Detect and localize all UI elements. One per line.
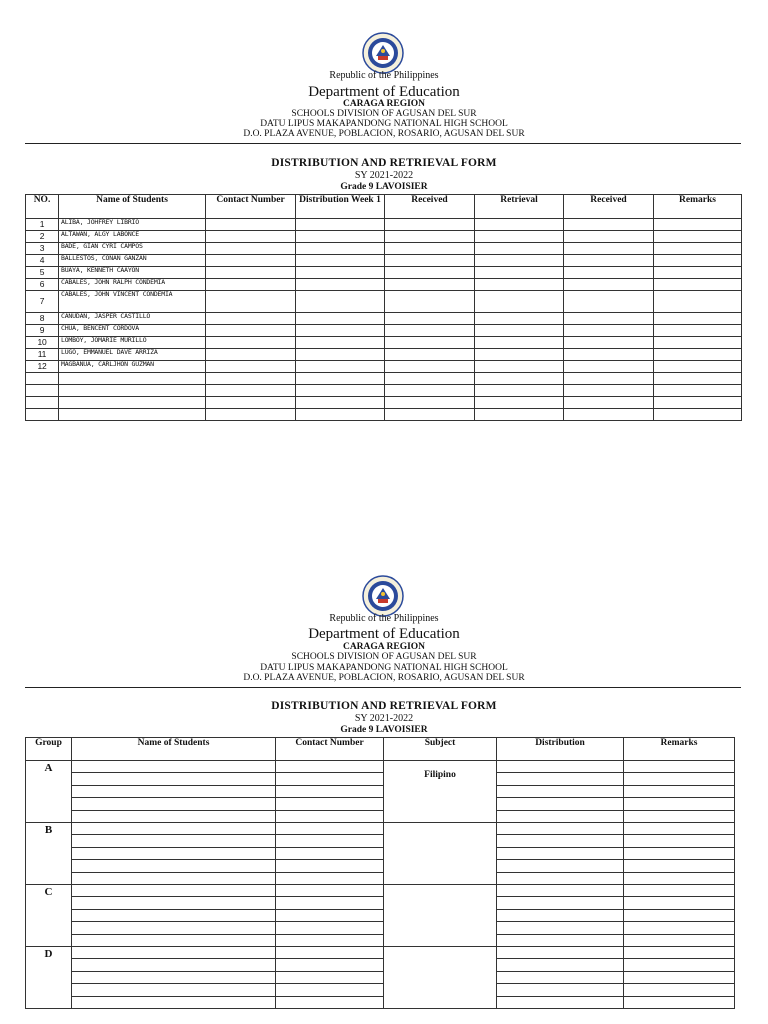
group-label: D xyxy=(26,947,72,1009)
retrieval-cell[interactable] xyxy=(475,279,564,291)
col-no: NO. xyxy=(26,195,59,219)
contact-cell[interactable] xyxy=(206,231,296,243)
contact-cell[interactable] xyxy=(276,835,384,847)
group-distribution-table xyxy=(25,737,735,1009)
remarks-cell[interactable] xyxy=(654,313,742,325)
col-name: Name of Students xyxy=(72,738,276,761)
subject-cell xyxy=(384,823,497,885)
header-division: SCHOOLS DIVISION OF AGUSAN DEL SUR xyxy=(291,109,477,119)
distribution-cell[interactable] xyxy=(497,996,624,1008)
received-cell[interactable] xyxy=(385,255,475,267)
remarks-cell[interactable] xyxy=(624,897,735,909)
retrieval-cell[interactable] xyxy=(475,219,564,231)
remarks-cell[interactable] xyxy=(654,279,742,291)
received-cell-2[interactable] xyxy=(564,349,654,361)
received-cell-2[interactable] xyxy=(564,231,654,243)
remarks-cell[interactable] xyxy=(654,243,742,255)
blank-cell[interactable] xyxy=(385,385,475,397)
received-cell[interactable] xyxy=(385,325,475,337)
student-name: BADE, GIAN CYRI CAMPOS xyxy=(59,243,206,255)
subject-cell xyxy=(384,947,497,1009)
col-retrieval: Retrieval xyxy=(475,195,564,219)
received-cell-2[interactable] xyxy=(564,243,654,255)
remarks-cell[interactable] xyxy=(624,922,735,934)
retrieval-cell[interactable] xyxy=(475,325,564,337)
col-name: Name of Students xyxy=(59,195,206,219)
received-cell[interactable] xyxy=(385,291,475,313)
remarks-cell[interactable] xyxy=(624,823,735,835)
distribution-cell[interactable] xyxy=(497,785,624,797)
contact-cell[interactable] xyxy=(276,872,384,884)
distribution-cell[interactable] xyxy=(497,835,624,847)
student-name-cell[interactable] xyxy=(72,823,276,835)
group-row xyxy=(26,897,735,909)
table-row xyxy=(26,231,742,243)
contact-cell[interactable] xyxy=(206,291,296,313)
distribution-cell[interactable] xyxy=(296,313,385,325)
remarks-cell[interactable] xyxy=(624,984,735,996)
blank-cell[interactable] xyxy=(564,409,654,421)
blank-cell[interactable] xyxy=(564,397,654,409)
group-row xyxy=(26,761,735,773)
contact-cell[interactable] xyxy=(206,349,296,361)
blank-cell[interactable] xyxy=(475,373,564,385)
blank-cell[interactable] xyxy=(59,397,206,409)
group-row xyxy=(26,959,735,971)
student-name-cell[interactable] xyxy=(72,885,276,897)
distribution-cell[interactable] xyxy=(497,984,624,996)
subject-cell xyxy=(384,885,497,947)
blank-cell[interactable] xyxy=(26,385,59,397)
contact-cell[interactable] xyxy=(206,361,296,373)
distribution-cell[interactable] xyxy=(296,255,385,267)
contact-cell[interactable] xyxy=(276,897,384,909)
table-row xyxy=(26,349,742,361)
received-cell[interactable] xyxy=(385,313,475,325)
group-row xyxy=(26,872,735,884)
student-name-cell[interactable] xyxy=(72,959,276,971)
remarks-cell[interactable] xyxy=(624,810,735,822)
table-row xyxy=(26,337,742,349)
contact-cell[interactable] xyxy=(206,313,296,325)
contact-cell[interactable] xyxy=(276,909,384,921)
group-label: C xyxy=(26,885,72,947)
table-row xyxy=(26,255,742,267)
blank-cell[interactable] xyxy=(26,409,59,421)
blank-cell[interactable] xyxy=(59,373,206,385)
blank-cell[interactable] xyxy=(564,385,654,397)
student-name-cell[interactable] xyxy=(72,872,276,884)
group-row xyxy=(26,885,735,897)
distribution-cell[interactable] xyxy=(497,823,624,835)
header-region: CARAGA REGION xyxy=(342,99,426,109)
distribution-cell[interactable] xyxy=(497,810,624,822)
grade-section: Grade 9 LAVOISIER xyxy=(340,725,428,735)
distribution-cell[interactable] xyxy=(296,349,385,361)
received-cell[interactable] xyxy=(385,243,475,255)
distribution-cell[interactable] xyxy=(497,909,624,921)
deped-seal-icon xyxy=(362,32,404,74)
student-name-cell[interactable] xyxy=(72,835,276,847)
contact-cell[interactable] xyxy=(276,785,384,797)
remarks-cell[interactable] xyxy=(624,860,735,872)
col-received: Received xyxy=(385,195,475,219)
table-row xyxy=(26,219,742,231)
remarks-cell[interactable] xyxy=(624,959,735,971)
student-name: BUAYA, KENNETH CAAYON xyxy=(59,267,206,279)
student-name: CHUA, BENCENT CORDOVA xyxy=(59,325,206,337)
student-name-cell[interactable] xyxy=(72,909,276,921)
retrieval-cell[interactable] xyxy=(475,267,564,279)
table-row xyxy=(26,291,742,313)
contact-cell[interactable] xyxy=(276,947,384,959)
header-republic: Republic of the Philippines xyxy=(329,613,439,624)
blank-cell[interactable] xyxy=(654,409,742,421)
distribution-cell[interactable] xyxy=(497,798,624,810)
remarks-cell[interactable] xyxy=(624,872,735,884)
blank-cell[interactable] xyxy=(564,373,654,385)
col-received-2: Received xyxy=(564,195,654,219)
remarks-cell[interactable] xyxy=(624,971,735,983)
school-year: SY 2021-2022 xyxy=(354,170,414,181)
row-number: 1 xyxy=(26,219,59,231)
contact-cell[interactable] xyxy=(276,823,384,835)
blank-cell[interactable] xyxy=(206,397,296,409)
student-name: LUGO, EMMANUEL DAVE ARRIZA xyxy=(59,349,206,361)
received-cell-2[interactable] xyxy=(564,325,654,337)
col-subject: Subject xyxy=(384,738,497,761)
received-cell[interactable] xyxy=(385,267,475,279)
group-label: A xyxy=(26,761,72,823)
contact-cell[interactable] xyxy=(206,325,296,337)
retrieval-cell[interactable] xyxy=(475,349,564,361)
row-number: 5 xyxy=(26,267,59,279)
subject-cell: Filipino xyxy=(384,761,497,823)
blank-cell[interactable] xyxy=(654,385,742,397)
received-cell-2[interactable] xyxy=(564,291,654,313)
header-division: SCHOOLS DIVISION OF AGUSAN DEL SUR xyxy=(291,652,477,662)
remarks-cell[interactable] xyxy=(654,219,742,231)
remarks-cell[interactable] xyxy=(654,255,742,267)
retrieval-cell[interactable] xyxy=(475,255,564,267)
contact-cell[interactable] xyxy=(206,255,296,267)
blank-row xyxy=(26,385,742,397)
retrieval-cell[interactable] xyxy=(475,231,564,243)
distribution-cell[interactable] xyxy=(296,219,385,231)
blank-cell[interactable] xyxy=(206,409,296,421)
blank-cell[interactable] xyxy=(59,409,206,421)
row-number: 8 xyxy=(26,313,59,325)
received-cell-2[interactable] xyxy=(564,313,654,325)
table-row xyxy=(26,267,742,279)
received-cell[interactable] xyxy=(385,219,475,231)
contact-cell[interactable] xyxy=(276,847,384,859)
received-cell-2[interactable] xyxy=(564,279,654,291)
remarks-cell[interactable] xyxy=(654,337,742,349)
group-row xyxy=(26,971,735,983)
received-cell[interactable] xyxy=(385,337,475,349)
form-title: DISTRIBUTION AND RETRIEVAL FORM xyxy=(271,157,497,169)
received-cell-2[interactable] xyxy=(564,219,654,231)
student-name-cell[interactable] xyxy=(72,810,276,822)
contact-cell[interactable] xyxy=(276,984,384,996)
group-row xyxy=(26,922,735,934)
student-name-cell[interactable] xyxy=(72,860,276,872)
form-title: DISTRIBUTION AND RETRIEVAL FORM xyxy=(271,700,497,712)
group-row xyxy=(26,835,735,847)
distribution-cell[interactable] xyxy=(296,267,385,279)
blank-cell[interactable] xyxy=(385,397,475,409)
student-name-cell[interactable] xyxy=(72,773,276,785)
group-row xyxy=(26,984,735,996)
row-number: 3 xyxy=(26,243,59,255)
student-name-cell[interactable] xyxy=(72,798,276,810)
distribution-cell[interactable] xyxy=(497,959,624,971)
distribution-cell[interactable] xyxy=(497,847,624,859)
remarks-cell[interactable] xyxy=(624,934,735,946)
student-name-cell[interactable] xyxy=(72,934,276,946)
student-name: ALIBA, JOHFREY LIBRIO xyxy=(59,219,206,231)
table-row xyxy=(26,325,742,337)
row-number: 6 xyxy=(26,279,59,291)
student-name: CABALES, JOHN VINCENT CONDEMIA xyxy=(59,291,206,313)
retrieval-cell[interactable] xyxy=(475,291,564,313)
distribution-cell[interactable] xyxy=(497,885,624,897)
remarks-cell[interactable] xyxy=(654,361,742,373)
remarks-cell[interactable] xyxy=(624,785,735,797)
row-number: 4 xyxy=(26,255,59,267)
group-row xyxy=(26,860,735,872)
distribution-cell[interactable] xyxy=(296,361,385,373)
received-cell-2[interactable] xyxy=(564,267,654,279)
header-region: CARAGA REGION xyxy=(342,642,426,652)
student-name-cell[interactable] xyxy=(72,947,276,959)
student-name-cell[interactable] xyxy=(72,984,276,996)
distribution-cell[interactable] xyxy=(497,934,624,946)
distribution-cell[interactable] xyxy=(497,947,624,959)
table-row xyxy=(26,279,742,291)
contact-cell[interactable] xyxy=(276,885,384,897)
header-republic: Republic of the Philippines xyxy=(329,70,439,81)
distribution-cell[interactable] xyxy=(296,243,385,255)
student-name-cell[interactable] xyxy=(72,996,276,1008)
group-row xyxy=(26,823,735,835)
student-name: LOMBOY, JOMARIE MURILLO xyxy=(59,337,206,349)
header-address: D.O. PLAZA AVENUE, POBLACION, ROSARIO, AGUSAN DEL SUR xyxy=(243,673,525,683)
remarks-cell[interactable] xyxy=(624,885,735,897)
header-school: DATU LIPUS MAKAPANDONG NATIONAL HIGH SCHOOL xyxy=(260,119,508,129)
distribution-cell[interactable] xyxy=(497,773,624,785)
header-divider xyxy=(25,143,741,144)
remarks-cell[interactable] xyxy=(654,291,742,313)
contact-cell[interactable] xyxy=(276,922,384,934)
contact-cell[interactable] xyxy=(276,761,384,773)
blank-row xyxy=(26,397,742,409)
table-row xyxy=(26,313,742,325)
received-cell[interactable] xyxy=(385,279,475,291)
blank-cell[interactable] xyxy=(296,409,385,421)
retrieval-cell[interactable] xyxy=(475,337,564,349)
distribution-cell[interactable] xyxy=(296,337,385,349)
remarks-cell[interactable] xyxy=(624,773,735,785)
remarks-cell[interactable] xyxy=(624,996,735,1008)
remarks-cell[interactable] xyxy=(654,267,742,279)
student-name-cell[interactable] xyxy=(72,847,276,859)
distribution-cell[interactable] xyxy=(497,922,624,934)
contact-cell[interactable] xyxy=(206,219,296,231)
student-name-cell[interactable] xyxy=(72,897,276,909)
group-row xyxy=(26,947,735,959)
received-cell-2[interactable] xyxy=(564,337,654,349)
header-divider xyxy=(25,687,741,688)
contact-cell[interactable] xyxy=(276,971,384,983)
col-contact: Contact Number xyxy=(206,195,296,219)
distribution-cell[interactable] xyxy=(296,231,385,243)
remarks-cell[interactable] xyxy=(624,761,735,773)
row-number: 12 xyxy=(26,361,59,373)
row-number: 2 xyxy=(26,231,59,243)
blank-cell[interactable] xyxy=(59,385,206,397)
distribution-cell[interactable] xyxy=(296,291,385,313)
received-cell-2[interactable] xyxy=(564,255,654,267)
header-address: D.O. PLAZA AVENUE, POBLACION, ROSARIO, AGUSAN DEL SUR xyxy=(243,129,525,139)
distribution-cell[interactable] xyxy=(497,860,624,872)
group-row xyxy=(26,934,735,946)
blank-cell[interactable] xyxy=(654,397,742,409)
col-group: Group xyxy=(26,738,72,761)
col-remarks: Remarks xyxy=(654,195,742,219)
retrieval-cell[interactable] xyxy=(475,361,564,373)
row-number: 9 xyxy=(26,325,59,337)
remarks-cell[interactable] xyxy=(624,909,735,921)
blank-cell[interactable] xyxy=(206,385,296,397)
blank-row xyxy=(26,373,742,385)
row-number: 11 xyxy=(26,349,59,361)
student-name-cell[interactable] xyxy=(72,785,276,797)
deped-seal-icon xyxy=(362,575,404,617)
remarks-cell[interactable] xyxy=(624,947,735,959)
distribution-cell[interactable] xyxy=(497,897,624,909)
received-cell-2[interactable] xyxy=(564,361,654,373)
header-department: Department of Education xyxy=(308,626,460,642)
group-row xyxy=(26,810,735,822)
remarks-cell[interactable] xyxy=(624,835,735,847)
distribution-cell[interactable] xyxy=(296,279,385,291)
blank-cell[interactable] xyxy=(26,397,59,409)
blank-cell[interactable] xyxy=(296,385,385,397)
blank-cell[interactable] xyxy=(385,373,475,385)
student-name: BALLESTOS, CONAN GANZAN xyxy=(59,255,206,267)
header-department: Department of Education xyxy=(308,84,460,100)
group-row xyxy=(26,996,735,1008)
contact-cell[interactable] xyxy=(276,810,384,822)
student-name-cell[interactable] xyxy=(72,922,276,934)
blank-cell[interactable] xyxy=(475,385,564,397)
contact-cell[interactable] xyxy=(276,798,384,810)
received-cell[interactable] xyxy=(385,361,475,373)
student-name: MAGBANUA, CARLJHON GUZMAN xyxy=(59,361,206,373)
blank-row xyxy=(26,409,742,421)
row-number: 7 xyxy=(26,291,59,313)
table-row xyxy=(26,243,742,255)
student-name: CABALES, JOHN RALPH CONDEMIA xyxy=(59,279,206,291)
blank-cell[interactable] xyxy=(385,409,475,421)
blank-cell[interactable] xyxy=(206,373,296,385)
group-label: B xyxy=(26,823,72,885)
remarks-cell[interactable] xyxy=(654,325,742,337)
group-row xyxy=(26,773,735,785)
student-name-cell[interactable] xyxy=(72,761,276,773)
distribution-cell[interactable] xyxy=(296,325,385,337)
blank-cell[interactable] xyxy=(26,373,59,385)
group-row xyxy=(26,798,735,810)
distribution-cell[interactable] xyxy=(497,971,624,983)
retrieval-cell[interactable] xyxy=(475,313,564,325)
blank-cell[interactable] xyxy=(475,397,564,409)
col-distribution: Distribution xyxy=(497,738,624,761)
contact-cell[interactable] xyxy=(276,773,384,785)
contact-cell[interactable] xyxy=(276,934,384,946)
distribution-cell[interactable] xyxy=(497,872,624,884)
remarks-cell[interactable] xyxy=(624,798,735,810)
blank-cell[interactable] xyxy=(475,409,564,421)
contact-cell[interactable] xyxy=(206,279,296,291)
group-row xyxy=(26,909,735,921)
blank-cell[interactable] xyxy=(296,373,385,385)
student-name: CANUDAN, JASPER CASTILLO xyxy=(59,313,206,325)
row-number: 10 xyxy=(26,337,59,349)
remarks-cell[interactable] xyxy=(624,847,735,859)
remarks-cell[interactable] xyxy=(654,349,742,361)
blank-cell[interactable] xyxy=(654,373,742,385)
contact-cell[interactable] xyxy=(206,267,296,279)
contact-cell[interactable] xyxy=(206,243,296,255)
student-name: ALTAWAN, ALGY LABONCE xyxy=(59,231,206,243)
header-school: DATU LIPUS MAKAPANDONG NATIONAL HIGH SCHOOL xyxy=(260,663,508,673)
group-row xyxy=(26,847,735,859)
received-cell[interactable] xyxy=(385,231,475,243)
group-row xyxy=(26,785,735,797)
distribution-table xyxy=(25,194,742,421)
school-year: SY 2021-2022 xyxy=(354,713,414,724)
contact-cell[interactable] xyxy=(276,959,384,971)
col-remarks: Remarks xyxy=(624,738,735,761)
received-cell[interactable] xyxy=(385,349,475,361)
blank-cell[interactable] xyxy=(296,397,385,409)
retrieval-cell[interactable] xyxy=(475,243,564,255)
contact-cell[interactable] xyxy=(276,996,384,1008)
table-row xyxy=(26,361,742,373)
student-name-cell[interactable] xyxy=(72,971,276,983)
contact-cell[interactable] xyxy=(276,860,384,872)
contact-cell[interactable] xyxy=(206,337,296,349)
remarks-cell[interactable] xyxy=(654,231,742,243)
col-contact: Contact Number xyxy=(276,738,384,761)
col-distribution: Distribution Week 1 xyxy=(296,195,385,219)
grade-section: Grade 9 LAVOISIER xyxy=(340,182,428,192)
distribution-cell[interactable] xyxy=(497,761,624,773)
